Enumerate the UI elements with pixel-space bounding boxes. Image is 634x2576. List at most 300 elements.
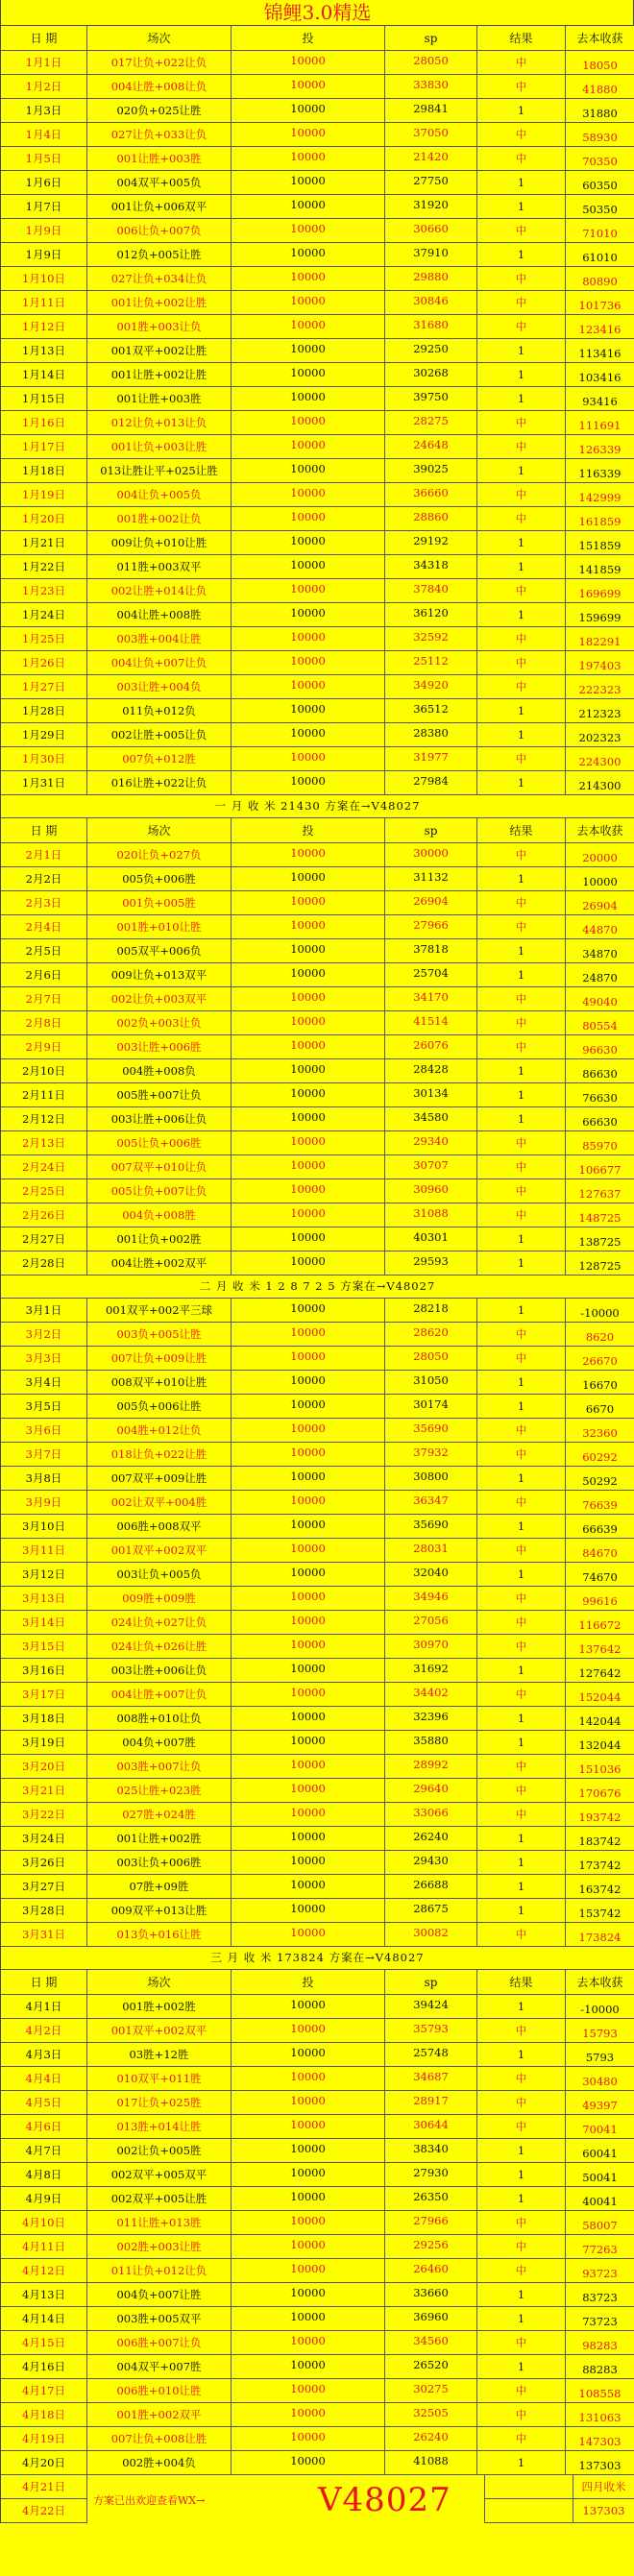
cell-date: 1月10日	[1, 267, 87, 290]
cell-date: 2月5日	[1, 939, 87, 962]
table-row	[1, 1252, 634, 1276]
cell-stake: 10000	[232, 435, 385, 458]
cell-sp: 31050	[385, 1371, 477, 1394]
cell-balance: 151036	[566, 1755, 634, 1778]
cell-date: 2月10日	[1, 1059, 87, 1082]
cell-result: 1	[477, 603, 566, 626]
cell-sp: 28050	[385, 51, 477, 74]
cell-stake: 10000	[232, 579, 385, 602]
cell-date: 2月26日	[1, 1203, 87, 1227]
cell-balance: 18050	[566, 51, 634, 74]
table-row	[1, 1827, 634, 1851]
table-row	[1, 1083, 634, 1107]
cell-match: 07胜+09胜	[87, 1875, 232, 1898]
cell-result: 中	[477, 2091, 566, 2114]
cell-match: 001让负+006双平	[87, 195, 232, 218]
table-row	[1, 603, 634, 627]
cell-date: 3月16日	[1, 1659, 87, 1682]
header-result: 结果	[477, 818, 566, 842]
cell-date: 1月9日	[1, 243, 87, 266]
cell-result: 1	[477, 2043, 566, 2066]
table-row	[1, 411, 634, 435]
header-stake: 投	[232, 26, 385, 50]
cell-stake: 10000	[232, 219, 385, 242]
cell-result: 1	[477, 1563, 566, 1586]
cell-balance: 50350	[566, 195, 634, 218]
cell-balance: 202323	[566, 723, 634, 746]
cell-match: 004负+008胜	[87, 1203, 232, 1227]
cell-balance: 58930	[566, 123, 634, 146]
cell-result: 中	[477, 1635, 566, 1658]
cell-sp: 37818	[385, 939, 477, 962]
cell-sp: 39025	[385, 459, 477, 482]
cell-match: 017让负+025胜	[87, 2091, 232, 2114]
cell-stake: 10000	[232, 843, 385, 866]
cell-date: 1月9日	[1, 219, 87, 242]
cell-balance: 183742	[566, 1827, 634, 1850]
cell-match: 004让负+007让负	[87, 651, 232, 674]
cell-result: 中	[477, 2379, 566, 2402]
cell-sp: 26520	[385, 2355, 477, 2378]
cell-match: 002负+003让负	[87, 1011, 232, 1034]
cell-stake: 10000	[232, 1059, 385, 1082]
table-row	[1, 315, 634, 339]
cell-balance: 66630	[566, 1107, 634, 1130]
cell-balance: 6670	[566, 1395, 634, 1418]
cell-stake: 10000	[232, 2019, 385, 2042]
table-row	[1, 867, 634, 891]
cell-result: 中	[477, 123, 566, 146]
cell-balance: 34870	[566, 939, 634, 962]
table-row	[1, 1491, 634, 1515]
cell-result: 中	[477, 219, 566, 242]
cell-stake: 10000	[232, 51, 385, 74]
cell-balance: 76630	[566, 1083, 634, 1106]
cell-date: 1月3日	[1, 99, 87, 122]
cell-match: 011让胜+013胜	[87, 2211, 232, 2234]
cell-result: 1	[477, 1515, 566, 1538]
cell-sp: 36960	[385, 2307, 477, 2330]
cell-match: 027胜+024胜	[87, 1803, 232, 1826]
header-stake: 投	[232, 1970, 385, 1994]
cell-result: 中	[477, 627, 566, 650]
cell-match: 012负+005让胜	[87, 243, 232, 266]
cell-result: 中	[477, 1155, 566, 1179]
cell-sp: 30174	[385, 1395, 477, 1418]
table-row	[1, 1851, 634, 1875]
cell-match: 018让负+022让胜	[87, 1443, 232, 1466]
table-row	[1, 987, 634, 1011]
cell-balance: 50041	[566, 2163, 634, 2186]
cell-sp: 28380	[385, 723, 477, 746]
cell-date: 2月2日	[1, 867, 87, 890]
table-row	[1, 1131, 634, 1155]
cell-result: 1	[477, 363, 566, 386]
cell-date: 4月9日	[1, 2187, 87, 2210]
header-sp: sp	[385, 818, 477, 842]
header-balance: 去本收获	[566, 1970, 634, 1994]
cell-match: 009胜+009胜	[87, 1587, 232, 1610]
table-row	[1, 1299, 634, 1323]
cell-sp: 25704	[385, 963, 477, 986]
cell-date: 1月7日	[1, 195, 87, 218]
table-row	[1, 2403, 634, 2427]
cell-match: 009让负+010让胜	[87, 531, 232, 554]
cell-result: 1	[477, 1827, 566, 1850]
cell-stake: 10000	[232, 1539, 385, 1562]
table-row	[1, 1179, 634, 1203]
cell-date: 3月27日	[1, 1875, 87, 1898]
cell-date: 4月14日	[1, 2307, 87, 2330]
cell-result: 中	[477, 891, 566, 914]
cell-sp: 39424	[385, 1995, 477, 2018]
header-result: 结果	[477, 26, 566, 50]
cell-stake: 10000	[232, 195, 385, 218]
cell-sp: 32396	[385, 1707, 477, 1730]
cell-match: 001胜+010让胜	[87, 915, 232, 938]
cell-stake: 10000	[232, 1035, 385, 1058]
cell-sp: 25112	[385, 651, 477, 674]
cell-balance: 86630	[566, 1059, 634, 1082]
cell-date: 1月17日	[1, 435, 87, 458]
table-row	[1, 2187, 634, 2211]
table-row	[1, 1707, 634, 1731]
cell-balance: 116672	[566, 1611, 634, 1634]
cell-match: 011让负+012让负	[87, 2259, 232, 2282]
cell-stake: 10000	[232, 1635, 385, 1658]
footer-amount: 137303	[573, 2499, 634, 2523]
cell-date: 4月18日	[1, 2403, 87, 2426]
cell-result: 中	[477, 675, 566, 698]
cell-result: 中	[477, 915, 566, 938]
cell-sp: 30970	[385, 1635, 477, 1658]
cell-sp: 34560	[385, 2331, 477, 2354]
cell-date: 1月4日	[1, 123, 87, 146]
cell-stake: 10000	[232, 2259, 385, 2282]
table-row	[1, 1371, 634, 1395]
cell-result: 1	[477, 1731, 566, 1754]
table-row	[1, 1395, 634, 1419]
cell-stake: 10000	[232, 147, 385, 170]
cell-sp: 37840	[385, 579, 477, 602]
cell-match: 003让胜+004负	[87, 675, 232, 698]
cell-stake: 10000	[232, 771, 385, 794]
cell-balance: 80554	[566, 1011, 634, 1034]
table-row	[1, 483, 634, 507]
cell-result: 中	[477, 1611, 566, 1634]
cell-stake: 10000	[232, 1443, 385, 1466]
cell-stake: 10000	[232, 1347, 385, 1370]
cell-stake: 10000	[232, 531, 385, 554]
cell-date: 4月4日	[1, 2067, 87, 2090]
cell-balance: 101736	[566, 291, 634, 314]
cell-balance: 224300	[566, 747, 634, 770]
cell-stake: 10000	[232, 75, 385, 98]
cell-date: 1月18日	[1, 459, 87, 482]
cell-match: 009让负+013双平	[87, 963, 232, 986]
cell-result: 中	[477, 2259, 566, 2282]
table-row	[1, 1875, 634, 1899]
cell-date: 3月8日	[1, 1467, 87, 1490]
table-row	[1, 1059, 634, 1083]
cell-sp: 31977	[385, 747, 477, 770]
footer-result-blank	[485, 2475, 573, 2499]
cell-sp: 30960	[385, 1179, 477, 1203]
header-date: 日 期	[1, 1970, 87, 1994]
cell-balance: 142044	[566, 1707, 634, 1730]
cell-sp: 28675	[385, 1899, 477, 1922]
cell-result: 1	[477, 771, 566, 794]
cell-match: 002胜+004负	[87, 2451, 232, 2474]
cell-stake: 10000	[232, 1107, 385, 1130]
cell-stake: 10000	[232, 891, 385, 914]
table-row	[1, 699, 634, 723]
cell-match: 002让双平+004胜	[87, 1491, 232, 1514]
cell-stake: 10000	[232, 1155, 385, 1179]
cell-stake: 10000	[232, 915, 385, 938]
cell-stake: 10000	[232, 867, 385, 890]
cell-stake: 10000	[232, 1923, 385, 1946]
table-row	[1, 2451, 634, 2475]
cell-sp: 37910	[385, 243, 477, 266]
cell-date: 3月5日	[1, 1395, 87, 1418]
cell-match: 03胜+12胜	[87, 2043, 232, 2066]
cell-result: 中	[477, 1443, 566, 1466]
table-row	[1, 2043, 634, 2067]
cell-sp: 31088	[385, 1203, 477, 1227]
cell-sp: 27984	[385, 771, 477, 794]
cell-sp: 31132	[385, 867, 477, 890]
table-row	[1, 1899, 634, 1923]
cell-date: 4月2日	[1, 2019, 87, 2042]
cell-result: 中	[477, 411, 566, 434]
table-row	[1, 555, 634, 579]
table-row	[1, 1227, 634, 1252]
cell-result: 1	[477, 171, 566, 194]
cell-date: 3月14日	[1, 1611, 87, 1634]
cell-date: 2月13日	[1, 1131, 87, 1154]
cell-result: 中	[477, 1683, 566, 1706]
cell-stake: 10000	[232, 2163, 385, 2186]
cell-balance: 84670	[566, 1539, 634, 1562]
cell-balance: 10000	[566, 867, 634, 890]
cell-sp: 30800	[385, 1467, 477, 1490]
cell-match: 007双平+009让胜	[87, 1467, 232, 1490]
cell-balance: 106677	[566, 1155, 634, 1179]
cell-stake: 10000	[232, 1611, 385, 1634]
cell-balance: 80890	[566, 267, 634, 290]
cell-result: 1	[477, 2163, 566, 2186]
cell-balance: 103416	[566, 363, 634, 386]
cell-date: 3月9日	[1, 1491, 87, 1514]
cell-balance: 83723	[566, 2283, 634, 2306]
cell-date: 4月13日	[1, 2283, 87, 2306]
table-row	[1, 2067, 634, 2091]
cell-sp: 34946	[385, 1587, 477, 1610]
cell-balance: 197403	[566, 651, 634, 674]
cell-date: 3月1日	[1, 1299, 87, 1322]
cell-match: 001胜+002让负	[87, 507, 232, 530]
table-row	[1, 1203, 634, 1227]
table-row	[1, 1803, 634, 1827]
cell-match: 003负+005让胜	[87, 1323, 232, 1346]
cell-result: 中	[477, 1923, 566, 1946]
cell-sp: 37932	[385, 1443, 477, 1466]
cell-result: 1	[477, 1371, 566, 1394]
cell-date: 2月7日	[1, 987, 87, 1010]
cell-stake: 10000	[232, 1323, 385, 1346]
cell-balance: 214300	[566, 771, 634, 794]
cell-stake: 10000	[232, 2379, 385, 2402]
cell-stake: 10000	[232, 939, 385, 962]
cell-balance: 169699	[566, 579, 634, 602]
cell-stake: 10000	[232, 171, 385, 194]
cell-result: 1	[477, 2307, 566, 2330]
cell-result: 1	[477, 195, 566, 218]
month-summary: 二 月 收 米 1 2 8 7 2 5 方案在→V48027	[1, 1276, 634, 1299]
footer-row	[1, 2475, 634, 2523]
cell-balance: 77263	[566, 2235, 634, 2258]
table-row	[1, 171, 634, 195]
footer-result-blank	[485, 2499, 573, 2523]
cell-sp: 33660	[385, 2283, 477, 2306]
cell-balance: 41880	[566, 75, 634, 98]
cell-stake: 10000	[232, 363, 385, 386]
table-row	[1, 51, 634, 75]
cell-date: 3月6日	[1, 1419, 87, 1442]
cell-date: 3月12日	[1, 1563, 87, 1586]
cell-sp: 30846	[385, 291, 477, 314]
cell-date: 1月15日	[1, 387, 87, 410]
cell-balance: 31880	[566, 99, 634, 122]
cell-date: 1月20日	[1, 507, 87, 530]
cell-sp: 26688	[385, 1875, 477, 1898]
cell-date: 1月5日	[1, 147, 87, 170]
cell-result: 中	[477, 435, 566, 458]
cell-sp: 28275	[385, 411, 477, 434]
cell-result: 中	[477, 2115, 566, 2138]
cell-date: 4月6日	[1, 2115, 87, 2138]
table-row	[1, 1467, 634, 1491]
cell-sp: 40301	[385, 1227, 477, 1251]
table-row	[1, 1611, 634, 1635]
cell-date: 4月12日	[1, 2259, 87, 2282]
cell-balance: 26670	[566, 1347, 634, 1370]
cell-balance: 60041	[566, 2139, 634, 2162]
table-row	[1, 1995, 634, 2019]
cell-sp: 28218	[385, 1299, 477, 1322]
cell-date: 3月26日	[1, 1851, 87, 1874]
table-row	[1, 1107, 634, 1131]
cell-date: 1月11日	[1, 291, 87, 314]
cell-balance: 60350	[566, 171, 634, 194]
cell-match: 005负+006胜	[87, 867, 232, 890]
cell-sp: 34687	[385, 2067, 477, 2090]
cell-date: 1月13日	[1, 339, 87, 362]
cell-stake: 10000	[232, 2307, 385, 2330]
cell-date: 3月11日	[1, 1539, 87, 1562]
cell-balance: 108558	[566, 2379, 634, 2402]
cell-match: 001胜+003让负	[87, 315, 232, 338]
table-row	[1, 1347, 634, 1371]
cell-result: 中	[477, 1203, 566, 1227]
cell-match: 020让负+027负	[87, 843, 232, 866]
cell-result: 中	[477, 2211, 566, 2234]
cell-date: 2月11日	[1, 1083, 87, 1106]
cell-sp: 29640	[385, 1779, 477, 1802]
cell-sp: 29593	[385, 1252, 477, 1275]
table-row	[1, 1563, 634, 1587]
cell-result: 1	[477, 2139, 566, 2162]
cell-sp: 35690	[385, 1515, 477, 1538]
month-summary: 一 月 收 米 21430 方案在→V48027	[1, 795, 634, 818]
cell-balance: 30480	[566, 2067, 634, 2090]
cell-balance: 132044	[566, 1731, 634, 1754]
cell-result: 1	[477, 1467, 566, 1490]
cell-stake: 10000	[232, 2067, 385, 2090]
cell-balance: 137303	[566, 2451, 634, 2474]
footer-result-label: 四月收米	[573, 2475, 634, 2499]
cell-stake: 10000	[232, 1419, 385, 1442]
cell-match: 001让胜+003胜	[87, 147, 232, 170]
table-row	[1, 339, 634, 363]
cell-result: 1	[477, 2355, 566, 2378]
cell-stake: 10000	[232, 963, 385, 986]
cell-balance: 128725	[566, 1252, 634, 1275]
cell-balance: 93416	[566, 387, 634, 410]
cell-balance: 170676	[566, 1779, 634, 1802]
cell-result: 中	[477, 507, 566, 530]
table-row	[1, 435, 634, 459]
table-row	[1, 531, 634, 555]
cell-stake: 10000	[232, 1803, 385, 1826]
cell-match: 003胜+007让负	[87, 1755, 232, 1778]
header-balance: 去本收获	[566, 818, 634, 842]
table-row	[1, 1011, 634, 1035]
cell-match: 004负+007胜	[87, 1731, 232, 1754]
cell-result: 中	[477, 747, 566, 770]
cell-sp: 27966	[385, 2211, 477, 2234]
cell-result: 1	[477, 2451, 566, 2474]
cell-balance: 24870	[566, 963, 634, 986]
table-row	[1, 147, 634, 171]
cell-stake: 10000	[232, 651, 385, 674]
cell-match: 013负+016让胜	[87, 1923, 232, 1946]
cell-balance: 98283	[566, 2331, 634, 2354]
cell-balance: 70041	[566, 2115, 634, 2138]
cell-match: 016让胜+022让负	[87, 771, 232, 794]
cell-match: 007负+012胜	[87, 747, 232, 770]
cell-match: 010双平+011胜	[87, 2067, 232, 2090]
cell-sp: 26460	[385, 2259, 477, 2282]
cell-match: 004让胜+002双平	[87, 1252, 232, 1275]
cell-result: 中	[477, 987, 566, 1010]
cell-balance: 161859	[566, 507, 634, 530]
table-row	[1, 627, 634, 651]
cell-sp: 28620	[385, 1323, 477, 1346]
cell-sp: 37050	[385, 123, 477, 146]
cell-sp: 36347	[385, 1491, 477, 1514]
cell-balance: 153742	[566, 1899, 634, 1922]
cell-date: 4月1日	[1, 1995, 87, 2018]
cell-stake: 10000	[232, 1851, 385, 1874]
cell-stake: 10000	[232, 1011, 385, 1034]
cell-match: 003胜+005双平	[87, 2307, 232, 2330]
cell-result: 中	[477, 291, 566, 314]
cell-date: 2月4日	[1, 915, 87, 938]
cell-sp: 26240	[385, 1827, 477, 1850]
cell-match: 001胜+002双平	[87, 2403, 232, 2426]
